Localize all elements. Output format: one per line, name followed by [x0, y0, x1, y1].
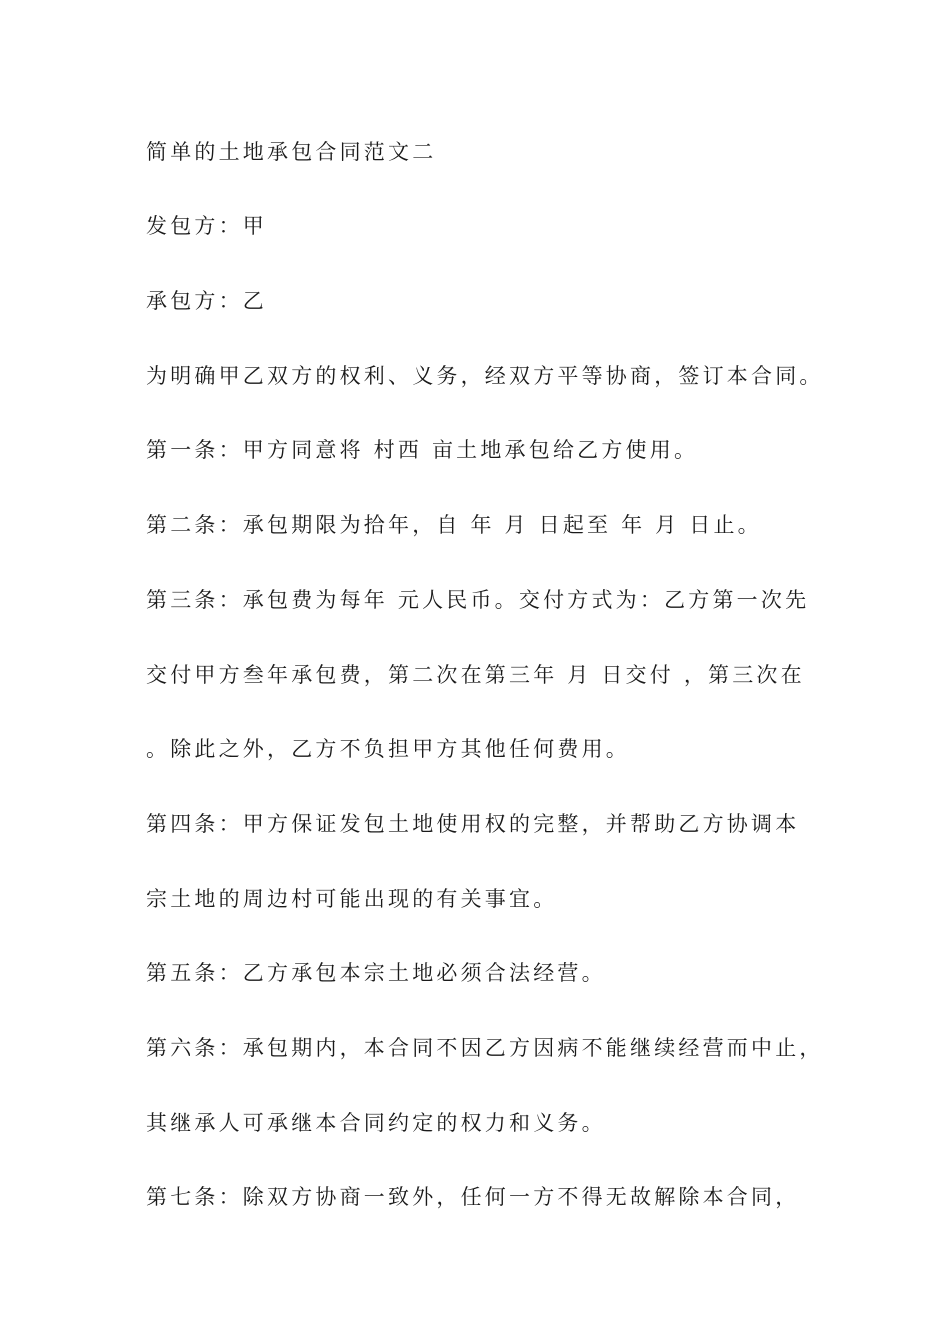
text-line: 第五条：乙方承包本宗土地必须合法经营。 [146, 961, 606, 985]
text-line: 第二条：承包期限为拾年，自 年 月 日起至 年 月 日止。 [146, 513, 762, 537]
text-line: 第一条：甲方同意将 村西 亩土地承包给乙方使用。 [146, 438, 699, 462]
document-title: 简单的土地承包合同范文二 [146, 140, 437, 164]
text-line: 。除此之外，乙方不负担甲方其他任何费用。 [146, 737, 630, 761]
text-line: 发包方：甲 [146, 214, 267, 238]
text-line: 承包方：乙 [146, 289, 267, 313]
text-line: 交付甲方叁年承包费，第二次在第三年 月 日交付 ，第三次在 [146, 663, 805, 687]
text-line: 第七条：除双方协商一致外，任何一方不得无故解除本合同， [146, 1185, 800, 1209]
text-line: 第四条：甲方保证发包土地使用权的完整，并帮助乙方协调本 [146, 812, 800, 836]
text-line: 第三条：承包费为每年 元人民币。交付方式为：乙方第一次先 [146, 588, 810, 612]
text-line: 为明确甲乙双方的权利、义务，经双方平等协商，签订本合同。 [146, 364, 824, 388]
text-line: 第六条：承包期内，本合同不因乙方因病不能继续经营而中止， [146, 1036, 824, 1060]
text-line: 宗土地的周边村可能出现的有关事宜。 [146, 887, 558, 911]
text-line: 其继承人可承继本合同约定的权力和义务。 [146, 1111, 606, 1135]
